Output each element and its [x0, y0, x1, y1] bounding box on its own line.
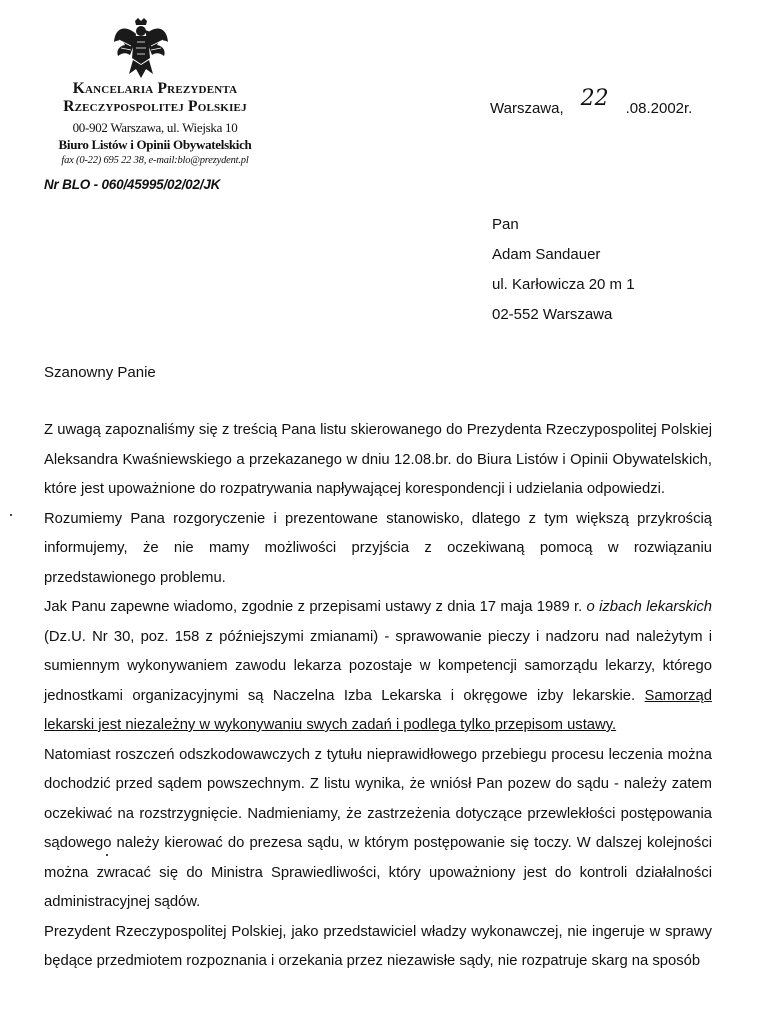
underlined-statement: Samorząd lekarski jest niezależny w wykonywaniu swych zadań i podlega tylko przepisom ustawy. [44, 687, 712, 733]
date-month-year: .08.2002r. [625, 100, 693, 117]
recipient-address [492, 210, 635, 330]
recipient-city: 02-552 Warszawa [492, 306, 613, 323]
recipient-street: ul. Karłowicza 20 m 1 [492, 276, 635, 293]
letter-greeting: Szanowny Panie [44, 364, 156, 381]
institution-header [30, 80, 280, 168]
act-title: o izbach lekarskich [586, 599, 712, 615]
recipient-name: Adam Sandauer [492, 246, 601, 263]
paragraph-3-text-b: (Dz.U. Nr 30, poz. 158 z późniejszymi zmianami) - sprawowanie pieczy i nadzoru nad należytym i sumiennym wykonywaniem zawodu lekarza pozostaje w kompetencji samorządu lekarzy, którego jednostkami organizacyjnymi są Naczelna Izba Lekarska i okręgowe izby lekarskie. [44, 628, 712, 704]
scan-speck [106, 854, 108, 856]
paragraph-5: Prezydent Rzeczypospolitej Polskiej, jako przedstawiciel władzy wykonawczej, nie ingeruje w sprawy będące przedmiotem rozpoznania i orzekania przez niezawisłe sądy, nie rozpatruje skarg na sposób [44, 923, 712, 969]
contact-info: fax (0-22) 695 22 38, e-mail:blo@prezydent.pl [61, 155, 249, 166]
paragraph-4: Natomiast roszczeń odszkodowawczych z tytułu nieprawidłowego przebiegu procesu leczenia można dochodzić przed sądem powszechnym. Z listu wynika, że wniósł Pan pozew do sądu - należy zatem oczekiwać na rozstrzygnięcie. Nadmieniamy, że zastrzeżenia dotyczące przewlekłości postępowania sądowego należy kierować do prezesa sądu, w którym postępowanie się toczy. W dalszej kolejności można zwracać się do Ministra Sprawiedliwości, który upoważniony jest do kontroli działalności administracyjnej sądów. [44, 746, 712, 910]
date-city: Warszawa, [490, 100, 564, 117]
paragraph-2: Rozumiemy Pana rozgoryczenie i prezentowane stanowisko, dlatego z tym większą przykrością informujemy, że nie mamy możliwości przyjścia z oczekiwaną pomocą w rozwiązaniu przedstawionego problemu. [44, 510, 712, 586]
paragraph-3-text-a: Jak Panu zapewne wiadomo, zgodnie z przepisami ustawy z dnia 17 maja 1989 r. [44, 599, 587, 615]
letter-body [44, 416, 712, 977]
recipient-salutation: Pan [492, 216, 519, 233]
paragraph-1: Z uwagą zapoznaliśmy się z treścią Pana listu skierowanego do Prezydenta Rzeczypospolitej Polskiej Aleksandra Kwaśniewskiego a przekazanego w dniu 12.08.br. do Biura Listów i Opinii Obywatelskich, które jest upoważnione do rozpatrywania napływającej korespondencji i udzielania odpowiedzi. [44, 422, 712, 497]
paragraph-3 [44, 593, 712, 741]
eagle-emblem-icon [113, 18, 169, 78]
date-day-handwritten: 22 [580, 86, 609, 111]
scan-speck [10, 514, 12, 516]
institution-name-line1: Kancelaria Prezydenta [72, 80, 238, 97]
reference-number: Nr BLO - 060/45995/02/02/JK [44, 177, 221, 192]
department-name: Biuro Listów i Opinii Obywatelskich [58, 137, 252, 152]
letter-date [490, 86, 693, 119]
institution-address: 00-902 Warszawa, ul. Wiejska 10 [72, 120, 238, 135]
institution-name-line2: Rzeczypospolitej Polskiej [63, 98, 247, 115]
